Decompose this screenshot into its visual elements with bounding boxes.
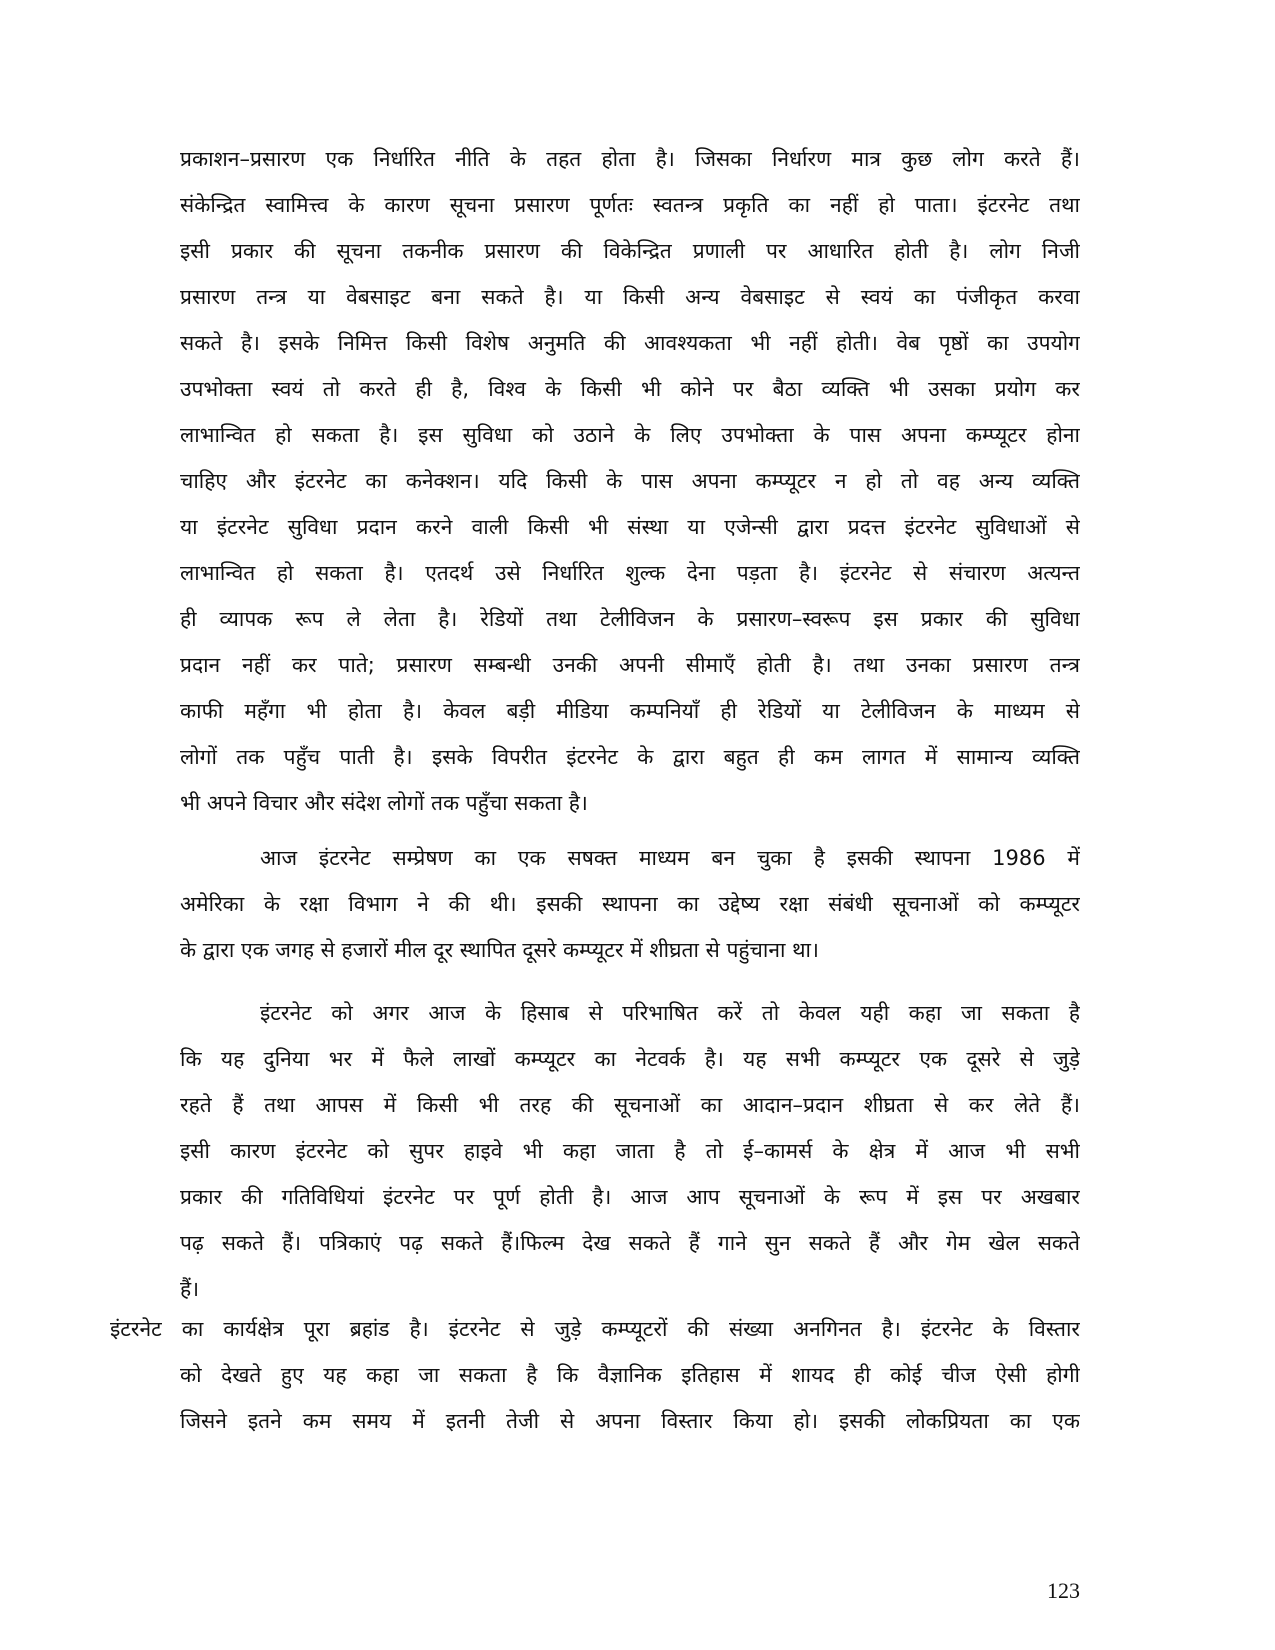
paragraph-line: इसी कारण इंटरनेट को सुपर हाइवे भी कहा जाता है तो ई–कामर्स के क्षेत्र में आज भी सभी: [180, 1139, 1080, 1163]
paragraph-line: इंटरनेट का कार्यक्षेत्र पूरा ब्रहांड है। इंटरनेट से जुड़े कम्प्यूटरों की संख्या अनगिनत है। इंटरनेट के विस्तार: [110, 1317, 1080, 1341]
paragraph-line: इंटरनेट को अगर आज के हिसाब से परिभाषित करें तो केवल यही कहा जा सकता है: [260, 1001, 1080, 1025]
paragraph-line: आज इंटरनेट सम्प्रेषण का एक सषक्त माध्यम बन चुका है इसकी स्थापना 1986 में: [260, 846, 1080, 870]
paragraph-line: कि यह दुनिया भर में फैले लाखों कम्प्यूटर का नेटवर्क है। यह सभी कम्प्यूटर एक दूसरे से जुड़े: [180, 1047, 1080, 1071]
paragraph-line: उपभोक्ता स्वयं तो करते ही है, विश्व के किसी भी कोने पर बैठा व्यक्ति भी उसका प्रयोग कर: [180, 377, 1080, 401]
paragraph-line: सकते है। इसके निमित्त किसी विशेष अनुमति की आवश्यकता भी नहीं होती। वेब पृष्ठों का उपयोग: [180, 331, 1080, 355]
paragraph-line: जिसने इतने कम समय में इतनी तेजी से अपना विस्तार किया हो। इसकी लोकप्रियता का एक: [180, 1409, 1080, 1433]
paragraph-line: प्रसारण तन्त्र या वेबसाइट बना सकते है। या किसी अन्य वेबसाइट से स्वयं का पंजीकृत करवा: [180, 285, 1080, 309]
paragraph-line: के द्वारा एक जगह से हजारों मील दूर स्थापित दूसरे कम्प्यूटर में शीघ्रता से पहुंचाना था।: [180, 938, 819, 962]
page-number: 123: [1047, 1578, 1080, 1603]
paragraph-1: [180, 136, 1080, 826]
paragraph-line: काफी महँगा भी होता है। केवल बड़ी मीडिया कम्पनियाँ ही रेडियों या टेलीविजन के माध्यम से: [180, 699, 1080, 723]
paragraph-line: प्रकाशन–प्रसारण एक निर्धारित नीति के तहत होता है। जिसका निर्धारण मात्र कुछ लोग करते हैं।: [180, 147, 1080, 171]
paragraph-line: हैं।: [180, 1277, 200, 1301]
paragraph-line: प्रदान नहीं कर पाते; प्रसारण सम्बन्धी उनकी अपनी सीमाएँ होती है। तथा उनका प्रसारण तन्त्र: [180, 653, 1080, 677]
paragraph-line: पढ़ सकते हैं। पत्रिकाएं पढ़ सकते हैं।फिल्म देख सकते हैं गाने सुन सकते हैं और गेम खेल सकते: [180, 1231, 1080, 1255]
paragraph-3: [180, 990, 1080, 1312]
paragraph-line: या इंटरनेट सुविधा प्रदान करने वाली किसी भी संस्था या एजेन्सी द्वारा प्रदत्त इंटरनेट सुविधाओं से: [180, 515, 1080, 539]
paragraph-2: [180, 835, 1080, 973]
paragraph-line: को देखते हुए यह कहा जा सकता है कि वैज्ञानिक इतिहास में शायद ही कोई चीज ऐसी होगी: [180, 1363, 1080, 1387]
paragraph-line: प्रकार की गतिविधियां इंटरनेट पर पूर्ण होती है। आज आप सूचनाओं के रूप में इस पर अखबार: [180, 1185, 1080, 1209]
paragraph-line: लाभान्वित हो सकता है। एतदर्थ उसे निर्धारित शुल्क देना पड़ता है। इंटरनेट से संचारण अत्यन्त: [180, 561, 1080, 585]
paragraph-line: ही व्यापक रूप ले लेता है। रेडियों तथा टेलीविजन के प्रसारण–स्वरूप इस प्रकार की सुविधा: [180, 607, 1080, 631]
paragraph-line: अमेरिका के रक्षा विभाग ने की थी। इसकी स्थापना का उद्देष्य रक्षा संबंधी सूचनाओं को कम्प्यूटर: [180, 892, 1080, 916]
paragraph-4: [110, 1306, 1080, 1444]
paragraph-line: लोगों तक पहुँच पाती है। इसके विपरीत इंटरनेट के द्वारा बहुत ही कम लागत में सामान्य व्यक्ति: [180, 745, 1080, 769]
paragraph-line: लाभान्वित हो सकता है। इस सुविधा को उठाने के लिए उपभोक्ता के पास अपना कम्प्यूटर होना: [180, 423, 1080, 447]
paragraph-line: भी अपने विचार और संदेश लोगों तक पहुँचा सकता है।: [180, 791, 588, 815]
paragraph-line: चाहिए और इंटरनेट का कनेक्शन। यदि किसी के पास अपना कम्प्यूटर न हो तो वह अन्य व्यक्ति: [180, 469, 1080, 493]
paragraph-line: इसी प्रकार की सूचना तकनीक प्रसारण की विकेन्द्रित प्रणाली पर आधारित होती है। लोग निजी: [180, 239, 1080, 263]
paragraph-line: रहते हैं तथा आपस में किसी भी तरह की सूचनाओं का आदान–प्रदान शीघ्रता से कर लेते हैं।: [180, 1093, 1080, 1117]
paragraph-line: संकेन्द्रित स्वामित्त्व के कारण सूचना प्रसारण पूर्णतः स्वतन्त्र प्रकृति का नहीं हो पाता। इंटरनेट तथा: [180, 193, 1080, 217]
